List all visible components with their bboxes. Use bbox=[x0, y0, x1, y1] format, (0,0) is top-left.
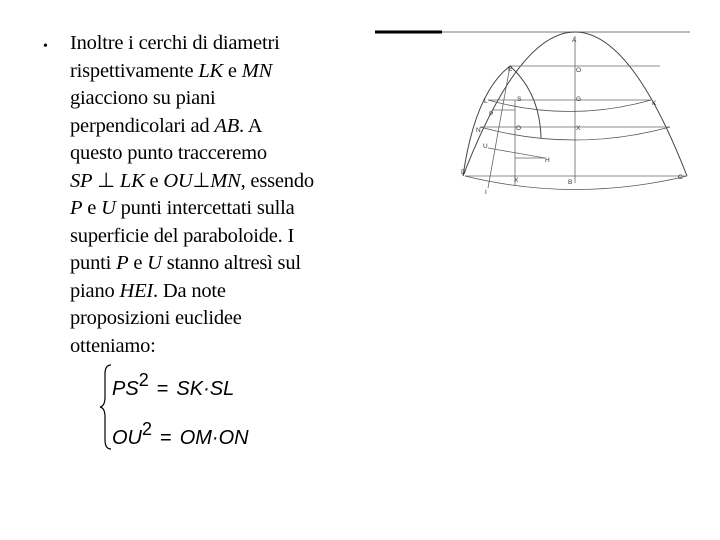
paraboloid-figure bbox=[375, 28, 693, 240]
label-h: H bbox=[545, 157, 550, 164]
label-e: E bbox=[508, 66, 513, 73]
label-x: X bbox=[576, 125, 581, 132]
text-line: perpendicolari ad AB. A bbox=[70, 114, 263, 137]
label-k: K bbox=[652, 100, 657, 107]
label-s: S bbox=[517, 96, 522, 103]
label-o: O bbox=[516, 125, 522, 132]
equation-ou: $OU^2 = OM\cdot ON$ bbox=[112, 419, 249, 449]
label-l: L bbox=[484, 98, 488, 105]
label-o-top: O bbox=[576, 67, 582, 74]
label-i: I bbox=[485, 189, 487, 196]
line-uh bbox=[488, 148, 545, 158]
text-line: punti P e U stanno altresì sul bbox=[70, 252, 301, 274]
text-line: SP ⊥ LK e OU⊥MN, essendo bbox=[70, 169, 314, 192]
label-c: C bbox=[678, 174, 683, 181]
text-line: proposizioni euclidee bbox=[70, 307, 242, 329]
circle-dc bbox=[465, 176, 687, 190]
bullet-dot: • bbox=[43, 39, 48, 54]
label-x-low: X bbox=[514, 177, 519, 184]
inner-parabola bbox=[463, 66, 541, 176]
text-line: otteniamo: bbox=[70, 334, 156, 357]
text-line: piano HEI. Da note bbox=[70, 279, 226, 302]
label-u: U bbox=[483, 143, 488, 150]
label-p: P bbox=[489, 111, 494, 118]
label-a: A bbox=[572, 37, 577, 44]
label-n: N bbox=[476, 127, 481, 134]
text-line: Inoltre i cerchi di diametri bbox=[70, 32, 280, 54]
label-d: D bbox=[461, 169, 466, 176]
label-b: B bbox=[568, 179, 573, 186]
bullet-text bbox=[70, 30, 370, 360]
text-line: rispettivamente LK e MN bbox=[70, 59, 273, 82]
equation-ps: $PS^2 = SK\cdot SL$ bbox=[112, 370, 235, 400]
equation-system bbox=[98, 362, 338, 452]
text-line: P e U punti intercettati sulla bbox=[70, 197, 295, 219]
text-line: giacciono su piani bbox=[70, 87, 216, 109]
label-g: G bbox=[576, 96, 582, 103]
text-line: questo punto tracceremo bbox=[70, 142, 267, 164]
text-line: superficie del paraboloide. I bbox=[70, 224, 295, 247]
paraboloid-diagram bbox=[375, 28, 693, 240]
